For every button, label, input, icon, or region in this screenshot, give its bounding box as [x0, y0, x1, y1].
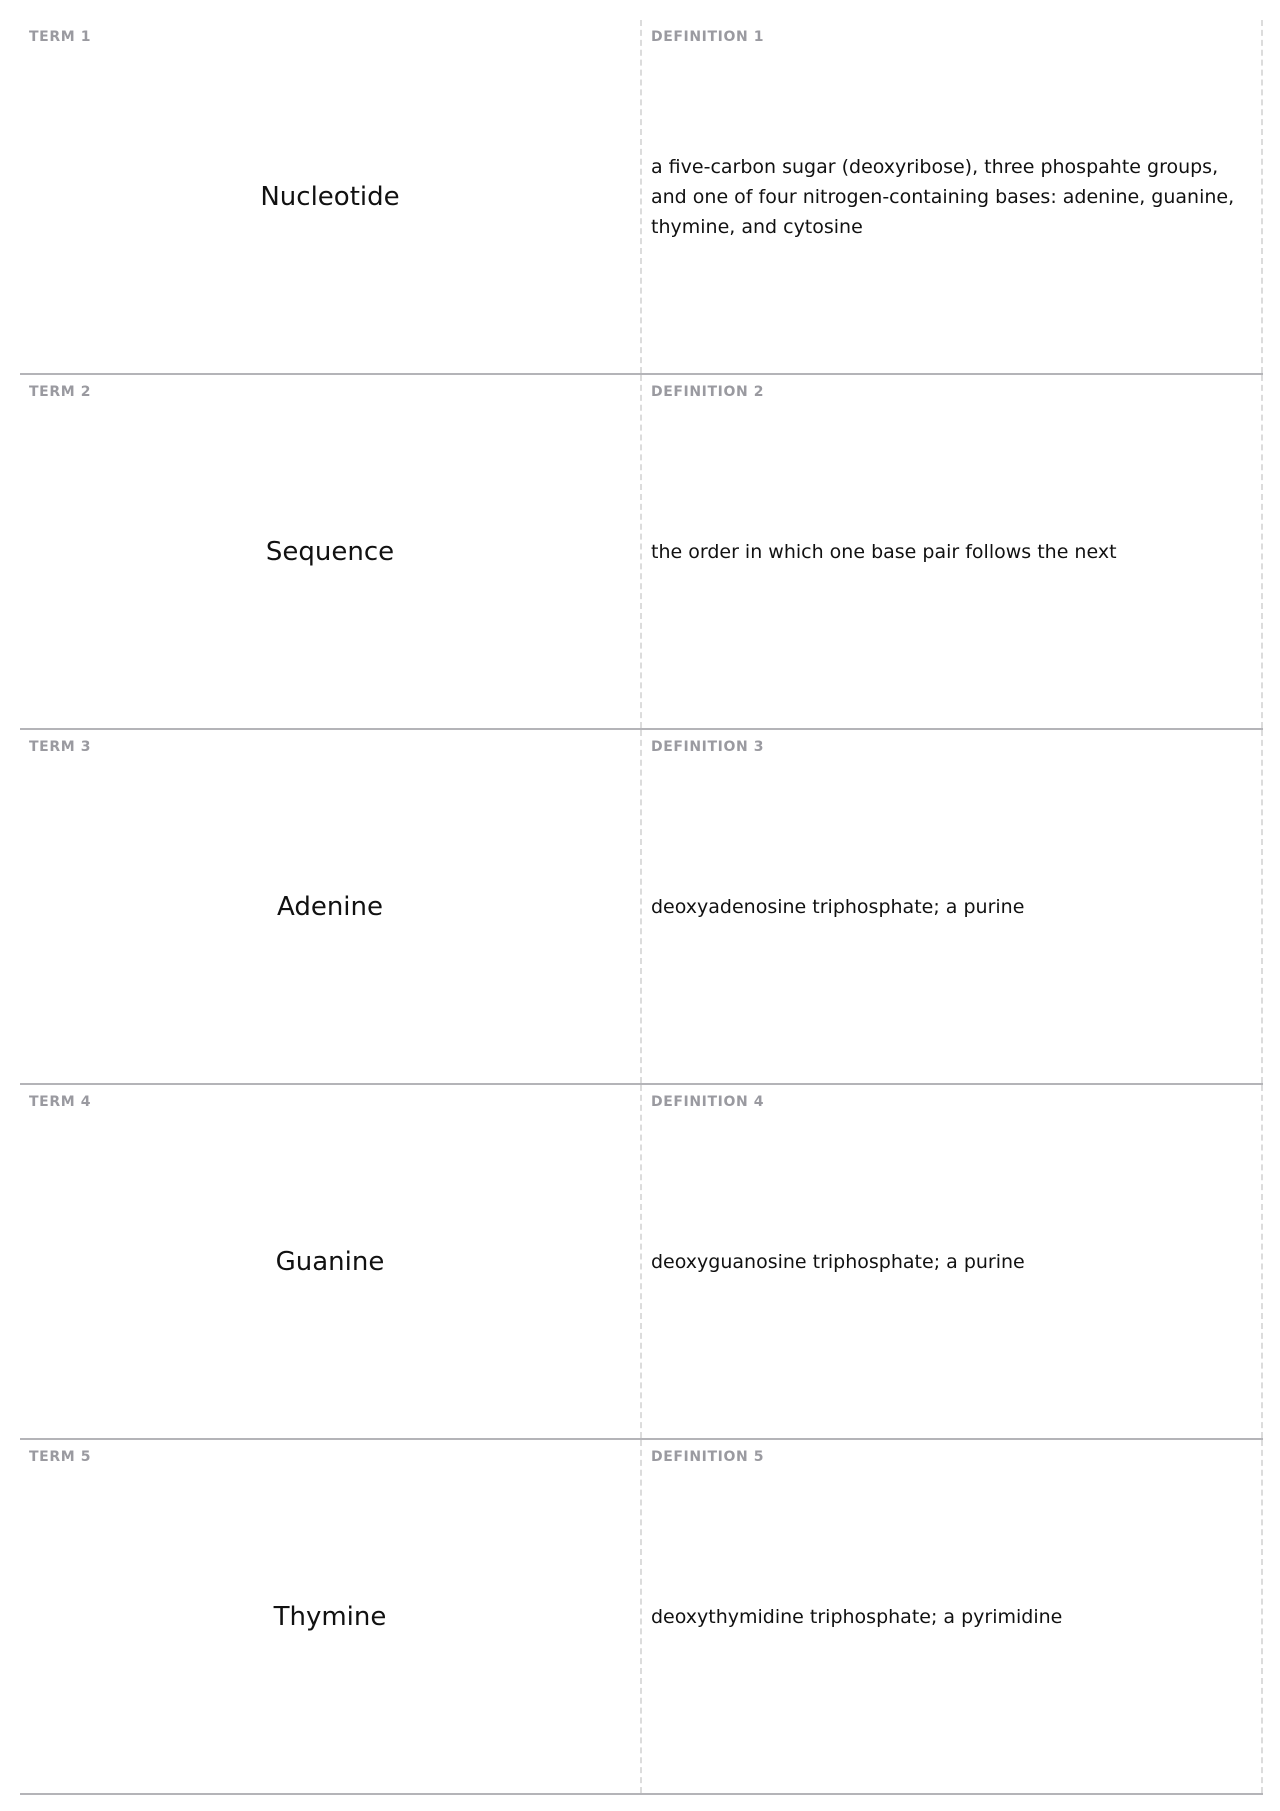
term-cell: [20, 1440, 642, 1793]
term-text: Guanine: [275, 1246, 385, 1277]
flashcard-row: [20, 20, 1263, 375]
term-text: Thymine: [273, 1601, 387, 1632]
flashcard-row: [20, 1085, 1263, 1440]
definition-text: the order in which one base pair follows the next: [651, 540, 1117, 563]
definition-text: a five-carbon sugar (deoxyribose), three phospahte groups, and one of four nitrogen-containing bases: adenine, guanine, thymine, and cytosine: [651, 155, 1235, 238]
term-label: TERM 5: [29, 1449, 92, 1465]
term-label: TERM 2: [29, 384, 92, 400]
flashcard-sheet: [20, 20, 1263, 1795]
term-label: TERM 4: [29, 1094, 92, 1110]
definition-label: DEFINITION 4: [651, 1094, 765, 1110]
flashcard-row: [20, 1440, 1263, 1795]
definition-text: deoxyadenosine triphosphate; a purine: [651, 895, 1025, 918]
definition-label: DEFINITION 2: [651, 384, 765, 400]
term-label: TERM 1: [29, 29, 92, 45]
definition-label: DEFINITION 3: [651, 739, 765, 755]
definition-label: DEFINITION 1: [651, 29, 765, 45]
flashcard-row: [20, 730, 1263, 1085]
definition-cell: [642, 20, 1263, 373]
term-cell: [20, 1085, 642, 1438]
definition-text: deoxythymidine triphosphate; a pyrimidine: [651, 1605, 1063, 1628]
flashcard-row: [20, 375, 1263, 730]
term-label: TERM 3: [29, 739, 92, 755]
term-cell: [20, 20, 642, 373]
term-text: Adenine: [276, 891, 383, 922]
term-text: Sequence: [265, 536, 395, 567]
term-cell: [20, 730, 642, 1083]
term-cell: [20, 375, 642, 728]
definition-cell: [642, 1085, 1263, 1438]
definition-cell: [642, 375, 1263, 728]
definition-label: DEFINITION 5: [651, 1449, 765, 1465]
definition-text: deoxyguanosine triphosphate; a purine: [651, 1250, 1025, 1273]
definition-cell: [642, 730, 1263, 1083]
definition-cell: [642, 1440, 1263, 1793]
term-text: Nucleotide: [260, 181, 400, 212]
